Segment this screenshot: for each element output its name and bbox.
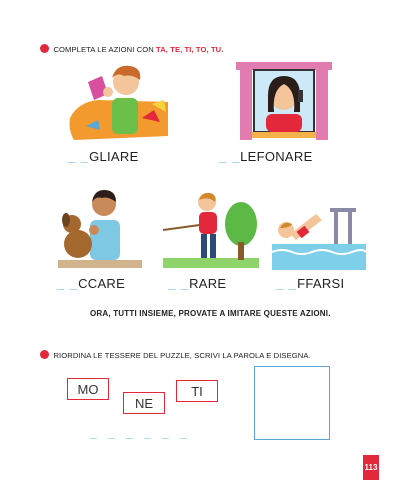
word-suffix: LEFONARE <box>240 149 313 164</box>
word-suffix: FFARSI <box>297 276 345 291</box>
girl-phone-window-illustration <box>236 60 332 142</box>
boy-diving-pool-illustration <box>272 200 366 270</box>
word-suffix: RARE <box>189 276 227 291</box>
puzzle-piece[interactable]: NE <box>123 392 165 414</box>
blank-line[interactable]: _ _ <box>57 276 79 291</box>
blank-line[interactable]: _ _ <box>219 149 241 164</box>
instruction-text: COMPLETA LE AZIONI CON <box>53 45 157 54</box>
blank-line[interactable]: _ _ <box>68 149 90 164</box>
red-bullet-icon <box>40 44 49 53</box>
syllables-text: TA, TE, TI, TO, TU. <box>156 45 224 54</box>
boy-cutting-paper-illustration <box>68 60 170 142</box>
puzzle-piece[interactable]: MO <box>67 378 109 400</box>
word-item-1 <box>68 149 139 164</box>
word-item-4 <box>168 276 226 291</box>
blank-line[interactable]: _ _ <box>276 276 298 291</box>
blank-line[interactable]: _ _ <box>168 276 190 291</box>
word-item-5 <box>276 276 344 291</box>
word-item-2 <box>219 149 313 164</box>
word-item-3 <box>57 276 125 291</box>
girl-pulling-rope-illustration <box>163 186 259 268</box>
boy-petting-dog-illustration <box>58 186 142 268</box>
word-suffix: GLIARE <box>89 149 139 164</box>
word-suffix: CCARE <box>78 276 126 291</box>
red-bullet-icon <box>40 350 49 359</box>
puzzle-piece[interactable]: TI <box>176 380 218 402</box>
imitate-actions-text: ORA, TUTTI INSIEME, PROVATE A IMITARE QUESTE AZIONI. <box>90 309 331 318</box>
instruction-text: RIORDINA LE TESSERE DEL PUZZLE, SCRIVI LA PAROLA E DISEGNA. <box>53 351 311 360</box>
answer-blank[interactable]: _ _ _ _ _ _ <box>90 426 191 440</box>
page-number: 113 <box>363 455 379 480</box>
exercise-2-instruction <box>40 345 311 363</box>
drawing-box[interactable] <box>254 366 330 440</box>
exercise-1-instruction <box>40 39 223 57</box>
